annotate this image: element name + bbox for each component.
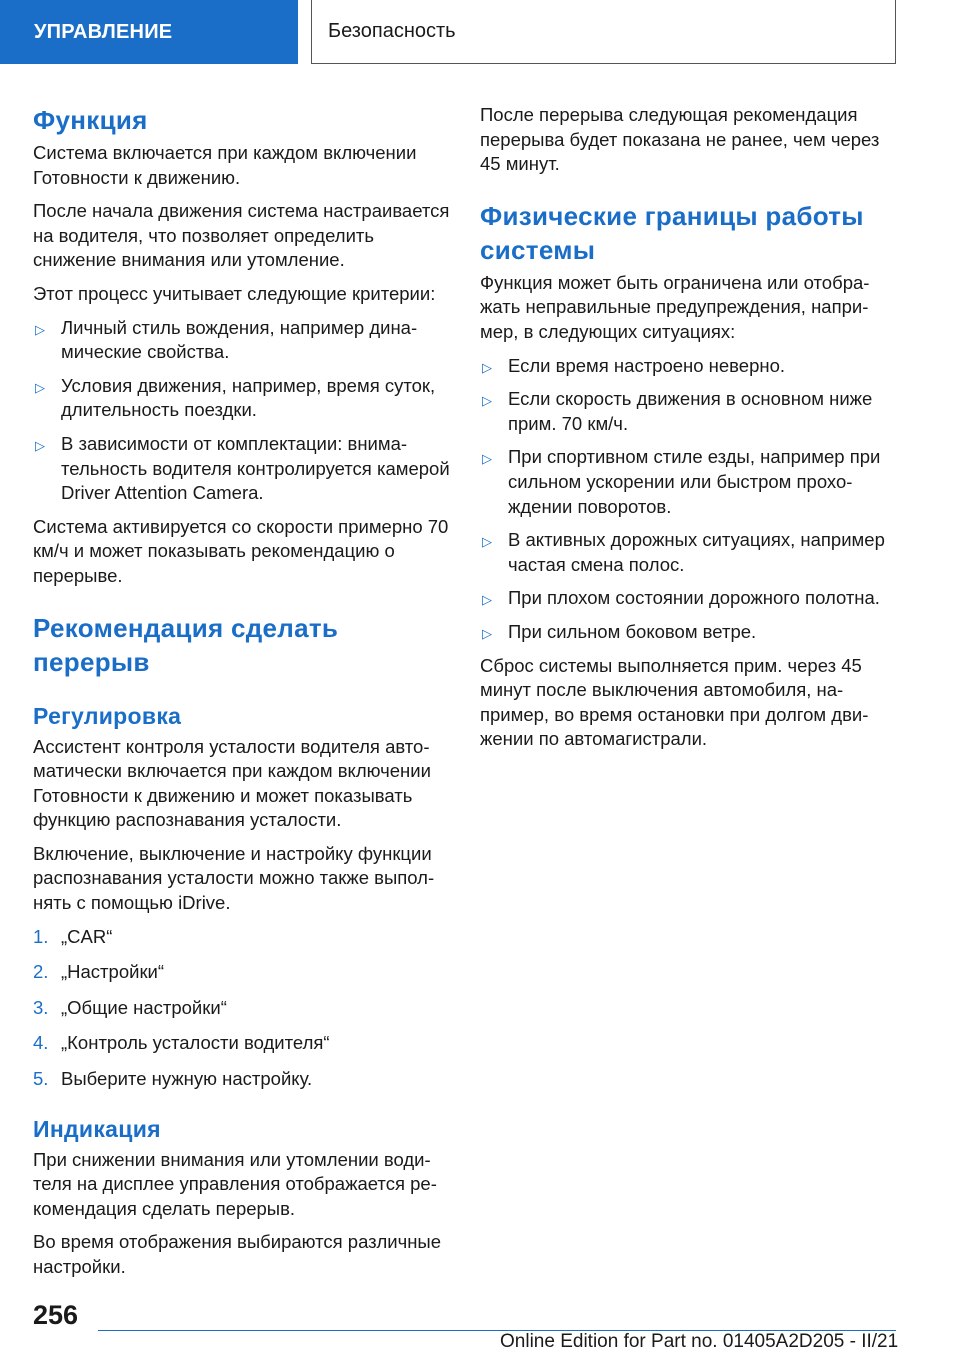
paragraph: Сброс системы выполняется прим. через 45 минут после выключения автомобиля, например, во время остановки при долгом движении по автомагистрали. [480,654,869,750]
criteria-list [33,316,451,506]
paragraph: Включение, выключение и настройку функции распознавания усталости можно также выполнять с помощью iDrive. [33,842,435,914]
triangle-bullet-icon: ▷ [482,534,492,550]
list-item: ▷ При спортивном стиле езды, например при сильном ускорении или быстром прохождении поворотов. [482,446,881,517]
list-item: ▷ При плохом состоянии дорожного полотна. [480,586,900,611]
display-heading: Индикация [33,1115,161,1142]
limits-heading: Физические границы работы системы [480,200,864,265]
list-item: ▷ Личный стиль вождения, например динамические свойства. [35,316,418,363]
triangle-bullet-icon: ▷ [482,393,492,409]
header-section-tab: УПРАВЛЕНИЕ [0,0,298,64]
list-item: ▷ В зависимости от комплектации: внимательность водителя контролируется камерой Driver Attention Camera. [35,432,450,504]
situations-list [480,354,900,645]
break-heading: Рекомендация сделать перерыв [33,612,339,677]
step-item: 2. „Настройки“ [33,961,165,983]
list-item: ▷ Если скорость движения в основном ниже прим. 70 км/ч. [482,388,873,434]
header-topic-tab: Безопасность [311,0,896,64]
triangle-bullet-icon: ▷ [35,437,45,453]
triangle-bullet-icon: ▷ [35,321,45,337]
paragraph: Ассистент контроля усталости водителя автоматически включается при каждом включении Готовности к движению и может показывать функцию распознавания усталости. [33,735,431,831]
adjust-heading: Регулировка [33,702,182,729]
list-item: ▷ При сильном боковом ветре. [480,620,900,645]
list-item: ▷ Если время настроено неверно. [480,354,900,379]
footer-edition: Online Edition for Part no. 01405A2D205 - II/21 [500,1331,899,1352]
right-column [480,103,900,761]
function-heading: Функция [33,105,148,135]
left-column [33,103,451,1289]
paragraph: После начала движения система настраивается на водителя, что позволяет определить снижение внимания или утомление. [33,200,450,271]
triangle-bullet-icon: ▷ [482,359,492,375]
page-number: 256 [33,1300,79,1330]
paragraph: Система активируется со скорости примерно 70 км/ч и может показывать рекомендацию о перерыве. [33,515,449,586]
paragraph: Этот процесс учитывает следующие критерии: [33,282,436,304]
list-item: ▷ В активных дорожных ситуациях, например частая смена полос. [482,529,885,575]
step-item: 5. Выберите нужную настройку. [33,1068,313,1090]
triangle-bullet-icon: ▷ [482,625,492,641]
triangle-bullet-icon: ▷ [35,379,45,395]
paragraph: Функция может быть ограничена или отображать неправильные предупреждения, например, в следующих ситуациях: [480,271,870,342]
list-item: ▷ Условия движения, например, время суток, длительность поездки. [35,374,436,421]
triangle-bullet-icon: ▷ [482,592,492,608]
step-item: 4. „Контроль усталости водителя“ [33,1032,330,1054]
paragraph: При снижении внимания или утомлении водителя на дисплее управления отображается рекомендация сделать перерыв. [33,1148,437,1219]
triangle-bullet-icon: ▷ [482,451,492,467]
step-item: 3. „Общие настройки“ [33,996,227,1018]
paragraph: После перерыва следующая рекомендация перерыва будет показана не ранее, чем через 45 минут. [480,104,880,175]
steps-list [33,925,451,1092]
step-item: 1. „CAR“ [33,925,113,947]
paragraph: Во время отображения выбираются различные настройки. [33,1231,442,1277]
paragraph: Система включается при каждом включении Готовности к движению. [33,142,417,188]
